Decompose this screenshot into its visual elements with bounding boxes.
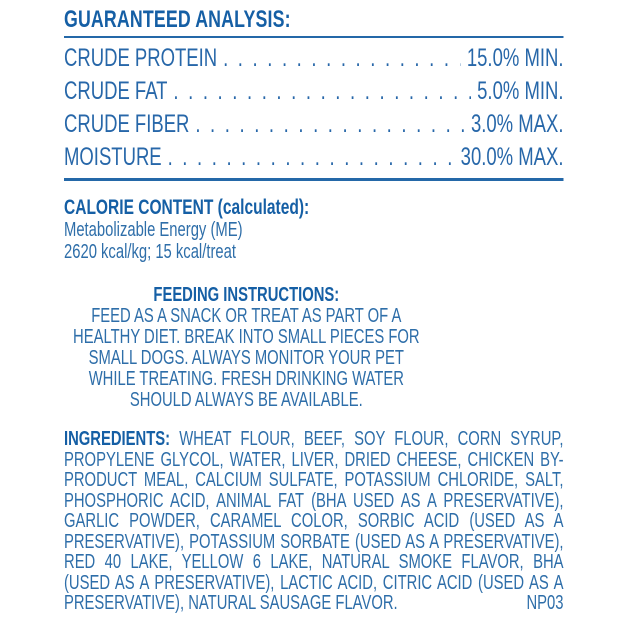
table-bottom-rule xyxy=(64,178,564,181)
nutrient-value: 3.0% MAX. xyxy=(470,110,564,138)
feeding-instructions-text: FEED AS A SNACK OR TREAT AS PART OF A HEALTHY DIET. BREAK INTO SMALL PIECES FOR SMALL DOGS. ALWAYS MONITOR YOUR PET WHILE TREATING. FRESH DRINKING WATER SHOULD ALWAYS BE AVAILABLE. xyxy=(73,305,420,411)
nutrient-name: CRUDE FAT xyxy=(64,77,168,105)
metabolizable-energy-line: Metabolizable Energy (ME) xyxy=(64,219,243,241)
nutrient-name: CRUDE PROTEIN xyxy=(64,44,218,72)
dot-leader xyxy=(195,111,465,137)
nutrient-value: 15.0% MIN. xyxy=(466,44,564,72)
title-underline xyxy=(64,36,564,38)
guaranteed-analysis-title: GUARANTEED ANALYSIS: xyxy=(64,6,291,33)
guaranteed-analysis-section xyxy=(64,7,564,181)
feeding-instructions-title: FEEDING INSTRUCTIONS: xyxy=(153,284,340,306)
dot-leader xyxy=(173,78,471,104)
calorie-content-title: CALORIE CONTENT (calculated): xyxy=(64,196,310,219)
product-code: NP03 xyxy=(526,592,564,614)
table-row xyxy=(64,144,564,170)
nutrient-name: MOISTURE xyxy=(64,143,162,171)
dot-leader xyxy=(168,144,455,170)
table-row xyxy=(64,78,564,104)
nutrient-value: 30.0% MAX. xyxy=(460,143,564,171)
ingredients-text: WHEAT FLOUR, BEEF, SOY FLOUR, CORN SYRUP, PROPYLENE GLYCOL, WATER, LIVER, DRIED CHEESE, CHICKEN BY-PRODUCT MEAL, CALCIUM SULFATE, POTASSIUM CHLORIDE, SALT, PHOSPHORIC ACID, ANIMAL FAT (BHA USED AS A PRESERVATIVE), GARLIC POWDER, CARAMEL COLOR, SORBIC ACID (USED AS A PRESERVATIVE), POTASSIUM SORBATE (USED AS A PRESERVATIVE), RED 40 LAKE, YELLOW 6 LAKE, NATURAL SMOKE FLAVOR, BHA (USED AS A PRESERVATIVE), LACTIC ACID, CITRIC ACID (USED AS A PRESERVATIVE), NATURAL SAUSAGE FLAVOR. xyxy=(64,428,564,614)
label-content xyxy=(64,7,564,630)
ingredients-label: INGREDIENTS: xyxy=(64,428,171,450)
calorie-content-section xyxy=(64,196,564,263)
feeding-instructions-section xyxy=(64,284,429,411)
ingredients-section xyxy=(64,429,564,614)
table-row xyxy=(64,45,564,71)
table-row xyxy=(64,111,564,137)
spacer xyxy=(170,428,179,450)
nutrient-value: 5.0% MIN. xyxy=(477,77,564,105)
nutrient-name: CRUDE FIBER xyxy=(64,110,190,138)
kcal-values-line: 2620 kcal/kg; 15 kcal/treat xyxy=(64,241,236,263)
dot-leader xyxy=(223,45,461,71)
